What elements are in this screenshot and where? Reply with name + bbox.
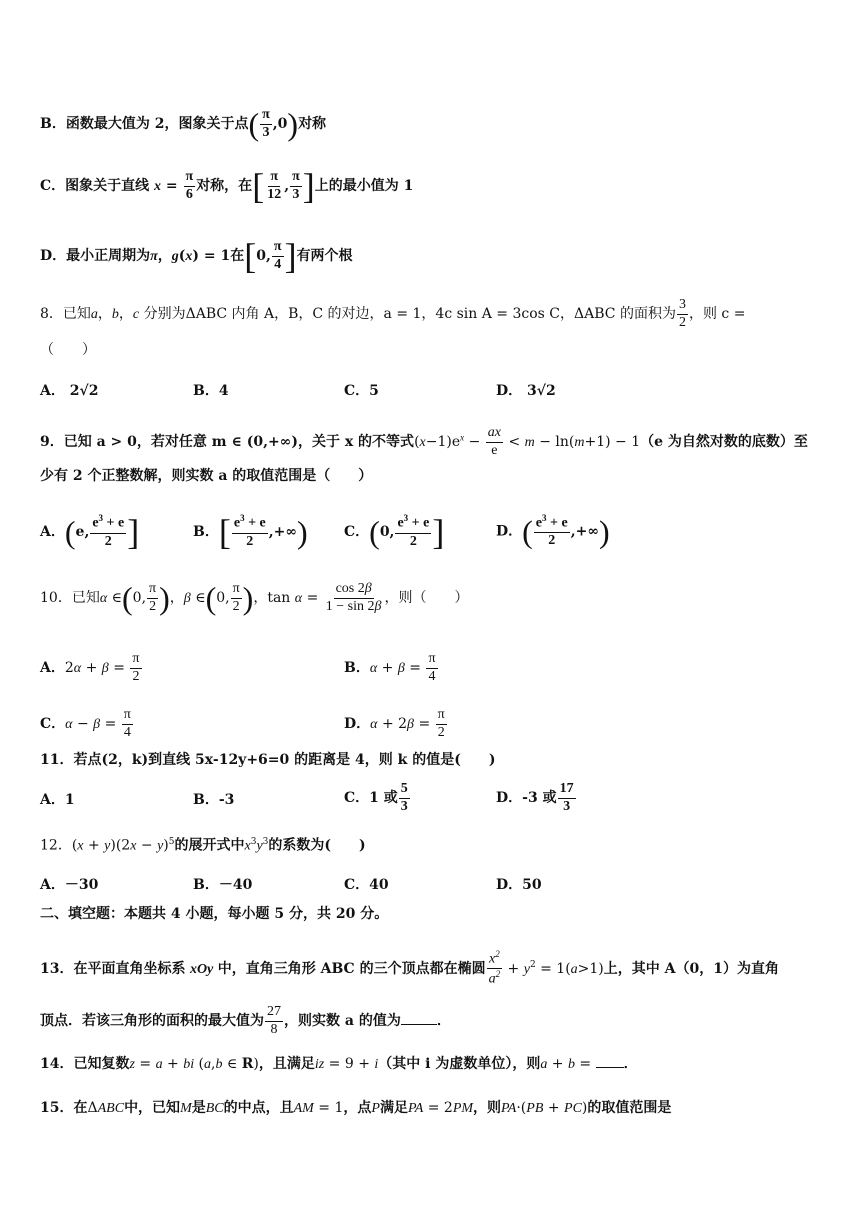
q9-option-d: D．( $\frac{e^3 + e}{2}$ ,+∞) [496,513,610,550]
q9-option-b: B．[ $\frac{e^3 + e}{2}$ ,+∞) [193,512,308,552]
question-10: 10．已知α ∈(0, $\frac{\pi}{2}$ )，β ∈(0, $\frac{\pi}{2}$ )，tan α = $\frac{\cos 2\beta}{1 - \sin 2\beta}$ ，则（ ） [40,580,469,617]
q9-option-c: C．(0, $\frac{e^3 + e}{2}$ ] [344,512,445,552]
q12-option-b: B．－40 [193,877,253,893]
question-9: 9．已知 a > 0，若对任意 m ∈ (0,+∞)，关于 x 的不等式$(x-1)e^x$ − $\frac{ax}{e}$ < m − ln(m+1) − 1（e 为自然对数的底数）至 [40,425,808,458]
option-d-line: D．最小正周期为π，g(x) = 1在[0, $\frac{\pi}{4}$ ]有两个根 [40,236,353,276]
q10-option-b: B．α + β = $\frac{\pi}{4}$ [344,651,436,684]
question-12: 12．$(x + y)(2x - y)^5$的展开式中$x^3y^3$的系数为( ) [40,837,366,854]
section-2-heading: 二、填空题：本题共 4 小题，每小题 5 分，共 20 分。 [40,906,389,922]
q11-option-b: B．-3 [193,792,235,808]
question-8: 8．已知a，b，c 分别为ΔABC 内角 A，B，C 的对边，a = 1，4c sin A = 3cos C，ΔABC 的面积为 $\frac{3}{2}$ ，则 c = [40,297,746,330]
q12-option-d: D．50 [496,877,542,893]
q10-option-c: C．α − β = $\frac{\pi}{4}$ [40,707,131,740]
question-13: 13．在平面直角坐标系 xOy 中，直角三角形 ABC 的三个顶点都在椭圆 $\frac{x^2}{a^2}$ + $y^2 = 1(a>1)$上，其中 A（0，1）为直角 [40,949,779,987]
option-b-line: B．函数最大值为 2，图象关于点( $\frac{\pi}{3}$ ,0)对称 [40,106,327,143]
q8-option-d: D． 3√2 [496,383,556,399]
q10-option-a: A．2α + β = $\frac{\pi}{2}$ [40,651,140,684]
q9-option-a: A．(e, $\frac{e^3 + e}{2}$ ] [40,512,140,552]
option-c-line: C．图象关于直线 x = $\frac{\pi}{6}$ 对称，在[ $\frac{\pi}{12}$ , $\frac{\pi}{3}$ ]上的最小值为 1 [40,166,414,206]
question-11: 11．若点(2，k)到直线 5x-12y+6=0 的距离是 4，则 k 的值是( ) [40,752,496,768]
q12-option-a: A．－30 [40,877,99,893]
question-9-line2: 少有 2 个正整数解，则实数 a 的取值范围是（ ） [40,468,373,484]
question-14: 14．已知复数z = a + bi (a,b ∈ R)，且满足iz = 9 + i（其中 i 为虚数单位），则a + b = ． [40,1056,638,1072]
q8-option-a: A． 2√2 [40,383,99,399]
q11-option-a: A．1 [40,792,75,808]
question-8-paren: （ ） [40,342,96,358]
question-15: 15．在ΔABC中，已知M是BC的中点，且AM = 1，点P满足PA = 2PM，则PA·(PB + PC)的取值范围是 [40,1100,672,1116]
q11-option-c: C．1 或 $\frac{5}{3}$ [344,781,408,814]
question-13-line2: 顶点．若该三角形的面积的最大值为 $\frac{27}{8}$ ，则实数 a 的值为 ． [40,1004,451,1037]
q10-option-d: D．α + 2β = $\frac{\pi}{2}$ [344,707,445,740]
q8-option-b: B．4 [193,383,229,399]
q11-option-d: D．-3 或 $\frac{17}{3}$ [496,781,574,814]
q12-option-c: C．40 [344,877,389,893]
q8-option-c: C．5 [344,383,379,399]
